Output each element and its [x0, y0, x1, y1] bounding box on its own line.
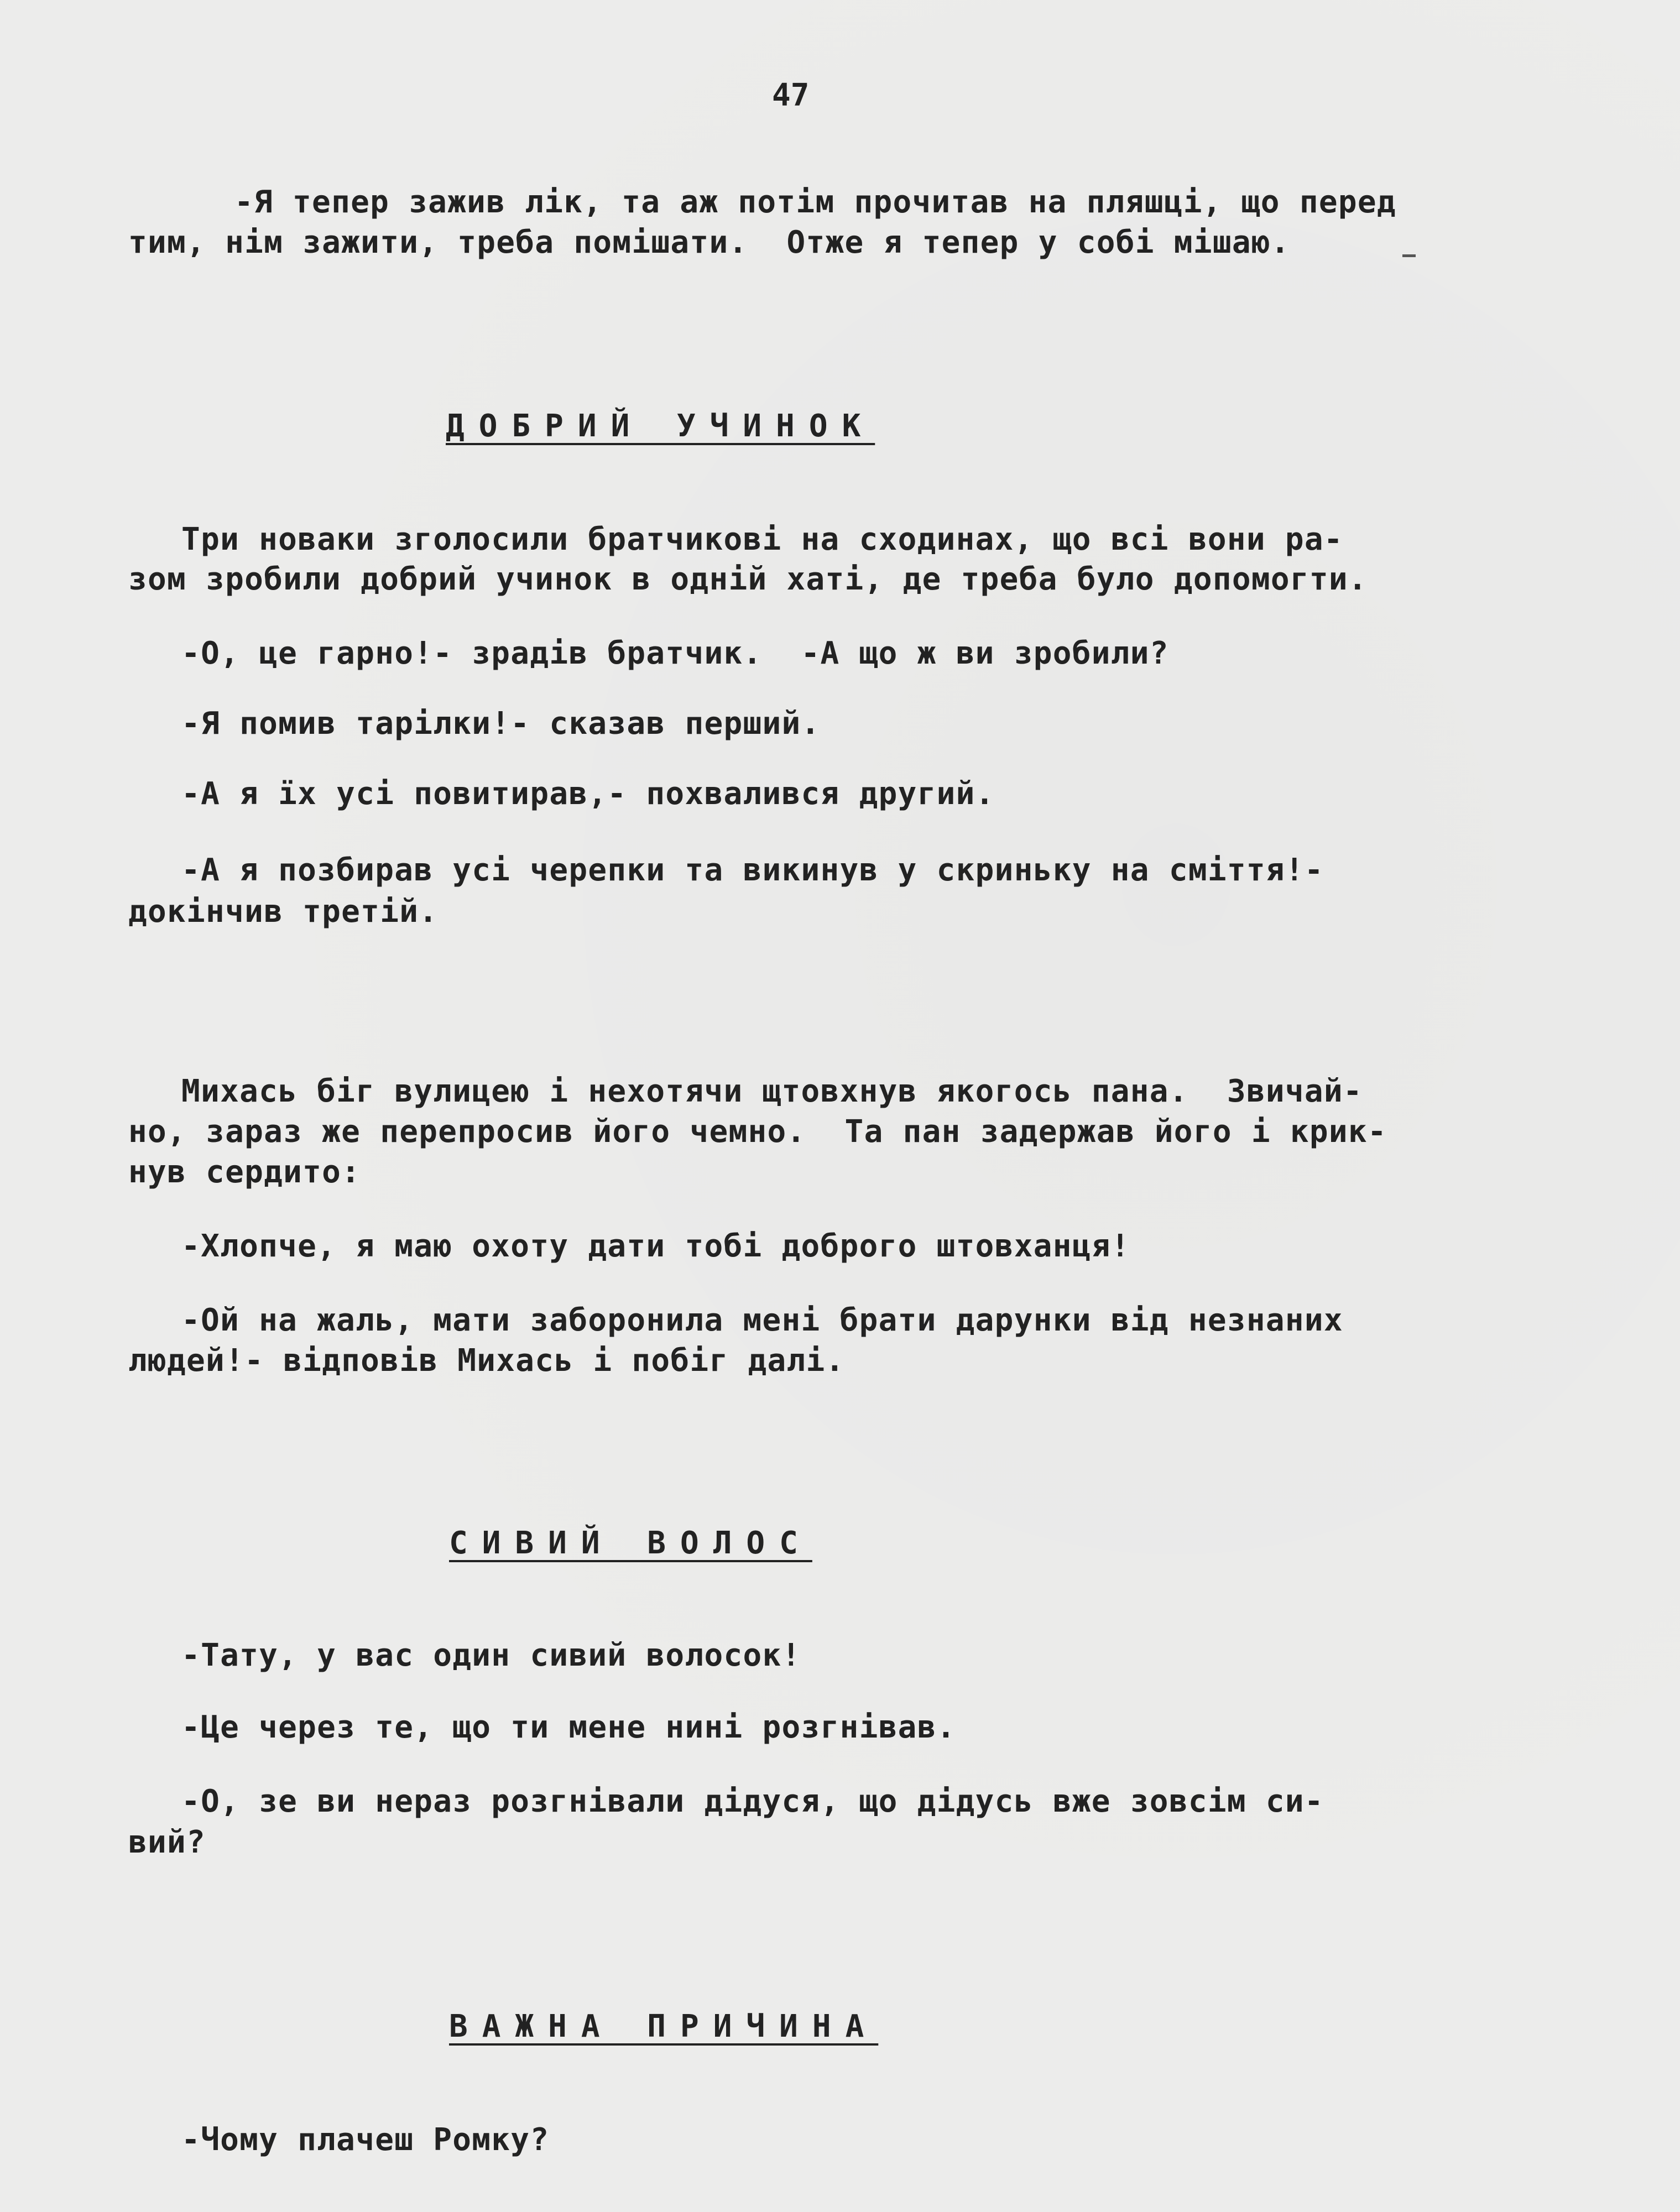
story2-dialogue-1: -Хлопче, я маю охоту дати тобі доброго штовханця!: [104, 1228, 1130, 1264]
story3-line-1: -Тату, у вас один сивий волосок!: [104, 1637, 801, 1673]
story2-dialogue-2-line-1: -Ой на жаль, мати заборонила мені брати дарунки від незнаних: [104, 1302, 1343, 1338]
story2-para-line-1: Михась біг вулицею і нехотячи щтовхнув якогось пана. Звичай-: [104, 1073, 1363, 1109]
heading-dobryi-uchynok: ДОБРИЙ УЧИНОК: [446, 408, 875, 444]
story4-line-1: -Чому плачеш Ромку?: [104, 2122, 550, 2158]
story1-para-line-1: Три новаки зголосили братчикові на сходинах, що всі вони ра-: [104, 521, 1343, 557]
story1-dialogue-3: -А я їх усі повитирав,- похвалився другий.: [104, 776, 995, 812]
story2-para-line-2: но, зараз же перепросив його чемно. Та пан задержав його і крик-: [128, 1114, 1387, 1150]
page-number: 47: [772, 77, 810, 113]
heading-syvyi-volos: СИВИЙ ВОЛОС: [449, 1525, 812, 1561]
intro-line-2: тим, нім зажити, треба помішати. Отже я тепер у собі мішаю.: [128, 225, 1290, 260]
story3-line-3: -О, зе ви нераз розгнівали дідуся, що дідусь вже зовсім си-: [104, 1783, 1324, 1819]
story1-dialogue-4: -А я позбирав усі черепки та викинув у скриньку на сміття!-: [104, 852, 1324, 888]
story2-para-line-3: нув сердито:: [128, 1154, 361, 1190]
story1-dialogue-1: -О, це гарно!- зрадів братчик. -А що ж ви зробили?: [104, 635, 1169, 671]
intro-line-1: -Я тепер зажив лік, та аж потім прочитав на пляшці, що перед: [234, 184, 1396, 220]
story1-dialogue-5: докінчив третій.: [128, 894, 439, 930]
story3-line-2: -Це через те, що ти мене нині розгнівав.: [104, 1709, 956, 1745]
story1-dialogue-2: -Я помив тарілки!- сказав перший.: [104, 706, 821, 742]
story2-dialogue-2-line-2: людей!- відповів Михась і побіг далі.: [128, 1343, 845, 1379]
end-mark: [1402, 254, 1416, 257]
story1-para-line-2: зом зробили добрий учинок в одній хаті, де треба було допомогти.: [128, 561, 1368, 597]
story3-line-4: вий?: [128, 1824, 206, 1860]
heading-vazhna-prychyna: ВАЖНА ПРИЧИНА: [449, 2008, 879, 2044]
